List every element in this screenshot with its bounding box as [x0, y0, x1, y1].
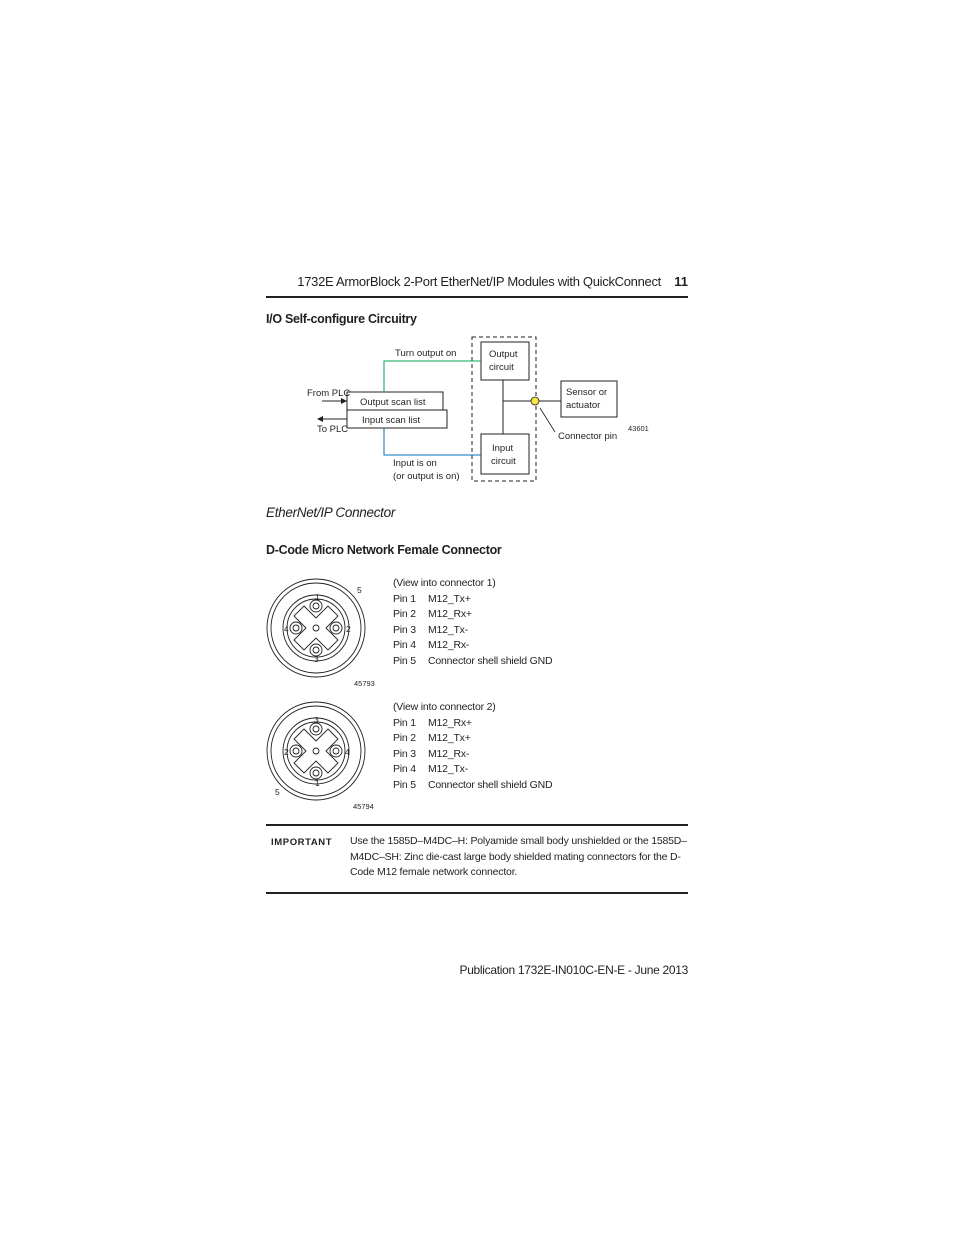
pin-name: Pin 3: [393, 747, 416, 760]
connector1-pin-row: [393, 607, 552, 623]
publication-footer: Publication 1732E-IN010C-EN-E - June 2013: [459, 963, 688, 977]
label-input-scan-list: Input scan list: [362, 415, 421, 426]
turn-output-on-line: [384, 361, 481, 392]
connector1-pinout: [393, 576, 552, 669]
connector1-view-note: (View into connector 1): [393, 577, 496, 589]
pin-signal: M12_Tx-: [428, 623, 469, 636]
c2-pin-label-top: 3: [314, 715, 319, 725]
c2-pin-label-bottom: 1: [315, 778, 320, 788]
label-from-plc: From PLC: [307, 388, 351, 399]
connector1-pin-row: [393, 592, 552, 608]
connector2-pinout: [393, 700, 552, 793]
label-to-plc: To PLC: [317, 424, 349, 435]
label-sensor-1: Sensor or: [566, 387, 608, 398]
connector2-pin-row: [393, 778, 552, 794]
output-circuit-box: [481, 342, 529, 380]
important-label: IMPORTANT: [271, 837, 333, 848]
pin-name: Pin 2: [393, 608, 416, 620]
section-title-io-circuitry: I/O Self-configure Circuitry: [266, 312, 417, 326]
c1-pin-label-right: 2: [346, 624, 351, 634]
pin-name: Pin 1: [393, 716, 416, 729]
connector1-pin-row: [393, 638, 552, 654]
label-connector-pin: Connector pin: [558, 431, 618, 442]
label-turn-output-on: Turn output on: [395, 348, 457, 359]
ethernet-connector-heading: EtherNet/IP Connector: [266, 505, 396, 520]
pin-signal: M12_Tx-: [428, 763, 469, 775]
input-circuit-box: [481, 434, 529, 474]
pin-signal: M12_Rx+: [428, 716, 472, 729]
pin-signal: M12_Rx+: [428, 608, 472, 620]
connector2-pin-row: [393, 747, 552, 763]
pin-name: Pin 3: [393, 623, 416, 636]
pin-signal: M12_Tx+: [428, 592, 471, 605]
input-is-on-line: [384, 428, 481, 455]
pin-name: Pin 4: [393, 639, 416, 651]
pin-name: Pin 5: [393, 778, 416, 791]
label-output-circuit-2: circuit: [489, 362, 514, 373]
figure-id-45794: 45794: [353, 802, 374, 811]
section-title-dcode-connector: D-Code Micro Network Female Connector: [266, 543, 502, 557]
figure-id-45793: 45793: [354, 679, 375, 688]
important-bottom-rule: [266, 892, 688, 894]
connector2-pin-row: [393, 731, 552, 747]
label-output-circuit-1: Output: [489, 349, 518, 360]
important-top-rule: [266, 824, 688, 826]
c2-pin-label-left: 2: [284, 747, 289, 757]
c2-pin-label-shell: 5: [275, 787, 280, 797]
connector1-pin-row: [393, 654, 552, 670]
pin-name: Pin 2: [393, 732, 416, 744]
connector-pin-pointer: [540, 408, 555, 432]
pin-signal: M12_Tx+: [428, 732, 471, 744]
pin-signal: M12_Rx-: [428, 639, 470, 651]
page-number: 11: [674, 274, 688, 289]
label-input-is-on-1: Input is on: [393, 458, 437, 469]
c1-pin-label-top: 1: [315, 592, 320, 602]
connector-pin-dot: [531, 397, 539, 405]
pin-signal: M12_Rx-: [428, 747, 470, 760]
to-plc-arrowhead: [317, 416, 323, 422]
connector2-pin-row: [393, 762, 552, 778]
pin-signal: Connector shell shield GND: [428, 654, 553, 667]
connector1-pin-row: [393, 623, 552, 639]
label-output-scan-list: Output scan list: [360, 397, 426, 408]
c1-pin-label-shell: 5: [357, 585, 362, 595]
connector2-view-note: (View into connector 2): [393, 701, 496, 713]
figure-id-43601: 43601: [628, 424, 649, 433]
header-rule: [266, 296, 688, 298]
c1-pin-label-left: 4: [284, 624, 289, 634]
running-header-title: 1732E ArmorBlock 2-Port EtherNet/IP Modules with QuickConnect: [297, 274, 661, 289]
connector2-face-drawing: [262, 698, 372, 816]
pin-signal: Connector shell shield GND: [428, 778, 553, 791]
pin-name: Pin 4: [393, 763, 416, 775]
c2-pin-label-right: 4: [345, 747, 350, 757]
pin-name: Pin 5: [393, 654, 416, 667]
label-input-circuit-2: circuit: [491, 456, 516, 467]
label-input-is-on-2: (or output is on): [393, 471, 460, 482]
connector1-face-drawing: [262, 574, 372, 692]
c1-pin-label-bottom: 3: [314, 654, 319, 664]
connector2-pin-row: [393, 716, 552, 732]
label-sensor-2: actuator: [566, 400, 601, 411]
label-input-circuit-1: Input: [492, 443, 514, 454]
io-circuit-diagram: [300, 330, 660, 490]
pin-name: Pin 1: [393, 592, 416, 605]
important-text: Use the 1585D–M4DC–H: Polyamide small body unshielded or the 1585D–M4DC–SH: Zinc die-cast large body shielded mating connectors for the D-Code M12 female network connector.: [350, 835, 687, 878]
